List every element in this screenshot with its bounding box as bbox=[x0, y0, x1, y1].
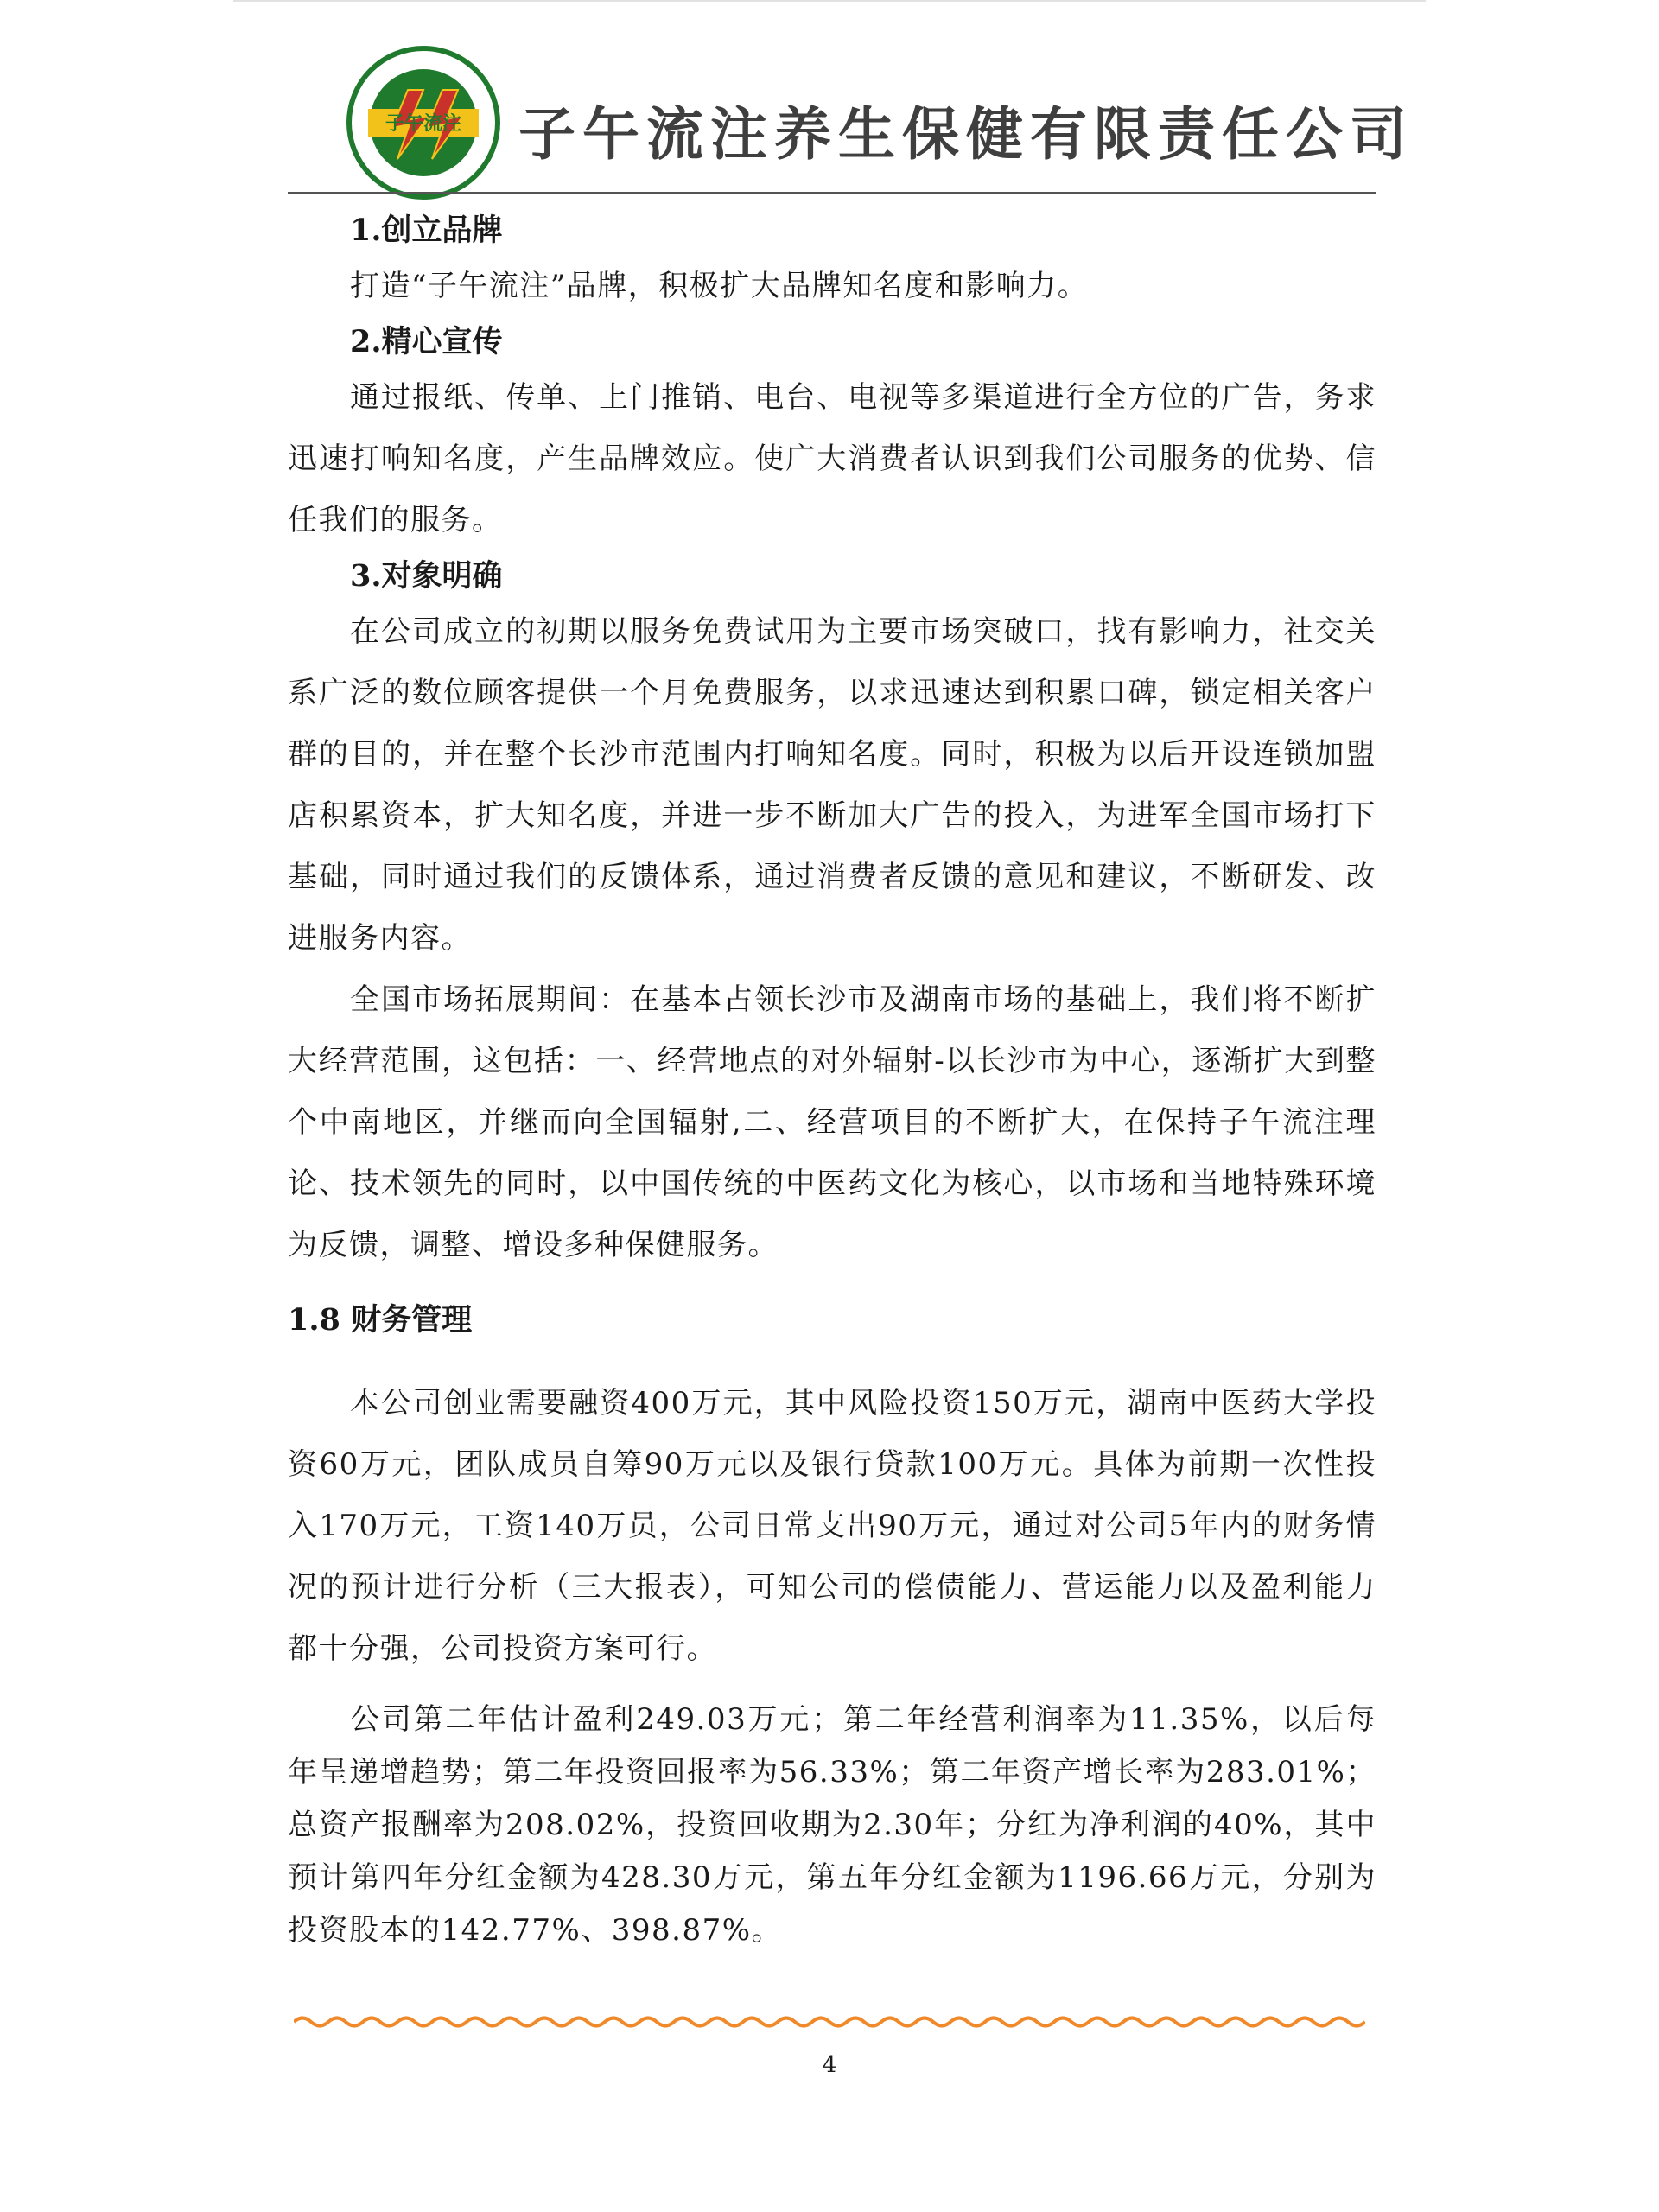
document-body bbox=[288, 206, 1376, 1957]
company-logo bbox=[346, 45, 501, 200]
finance-paragraph: 本公司创业需要融资400万元，其中风险投资150万元，湖南中医药大学投资60万元，团队成员自筹90万元以及银行贷款100万元。具体为前期一次性投入170万元，工资140万员，公司日常支出90万元，通过对公司5年内的财务情况的预计进行分析（三大报表），可知公司的偿债能力、营运能力以及盈利能力都十分强，公司投资方案可行。 bbox=[288, 1386, 1376, 1666]
header-rule bbox=[288, 192, 1376, 194]
finance-heading: 1.8 财务管理 bbox=[288, 1302, 473, 1338]
letterhead bbox=[346, 45, 1414, 192]
company-name: 子午流注养生保健有限责任公司 bbox=[518, 101, 1414, 168]
section-heading: 3.对象明确 bbox=[350, 558, 503, 594]
paragraph: 通过报纸、传单、上门推销、电台、电视等多渠道进行全方位的广告，务求迅速打响知名度，产生品牌效应。使广大消费者认识到我们公司服务的优势、信任我们的服务。 bbox=[288, 380, 1376, 537]
section-heading: 1.创立品牌 bbox=[350, 213, 503, 248]
paragraph: 在公司成立的初期以服务免费试用为主要市场突破口，找有影响力，社交关系广泛的数位顾客提供一个月免费服务，以求迅速达到积累口碑，锁定相关客户群的目的，并在整个长沙市范围内打响知名度。同时，积极为以后开设连锁加盟店积累资本，扩大知名度，并进一步不断加大广告的投入，为进军全国市场打下基础，同时通过我们的反馈体系，通过消费者反馈的意见和建议，不断研发、改进服务内容。 bbox=[288, 614, 1376, 956]
section-heading: 2.精心宣传 bbox=[350, 324, 503, 359]
logo-text: 子午流注 bbox=[385, 113, 462, 135]
finance-summary-paragraph: 公司第二年估计盈利249.03万元；第二年经营利润率为11.35%，以后每年呈递增趋势；第二年投资回报率为56.33%；第二年资产增长率为283.01%；总资产报酬率为208.02%，投资回收期为2.30年；分红为净利润的40%，其中预计第四年分红金额为428.30万元，第五年分红金额为1196.66万元，分别为投资股本的142.77%、398.87%。 bbox=[288, 1702, 1376, 1948]
top-border bbox=[233, 0, 1426, 2]
page-number: 4 bbox=[822, 2052, 837, 2078]
footer-wave-divider bbox=[294, 2009, 1365, 2035]
paragraph: 打造“子午流注”品牌，积极扩大品牌知名度和影响力。 bbox=[350, 269, 1089, 303]
paragraph: 全国市场拓展期间：在基本占领长沙市及湖南市场的基础上，我们将不断扩大经营范围，这包括：一、经营地点的对外辐射-以长沙市为中心，逐渐扩大到整个中南地区，并继而向全国辐射,二、经营项目的不断扩大，在保持子午流注理论、技术领先的同时，以中国传统的中医药文化为核心，以市场和当地特殊环境为反馈，调整、增设多种保健服务。 bbox=[288, 982, 1376, 1262]
